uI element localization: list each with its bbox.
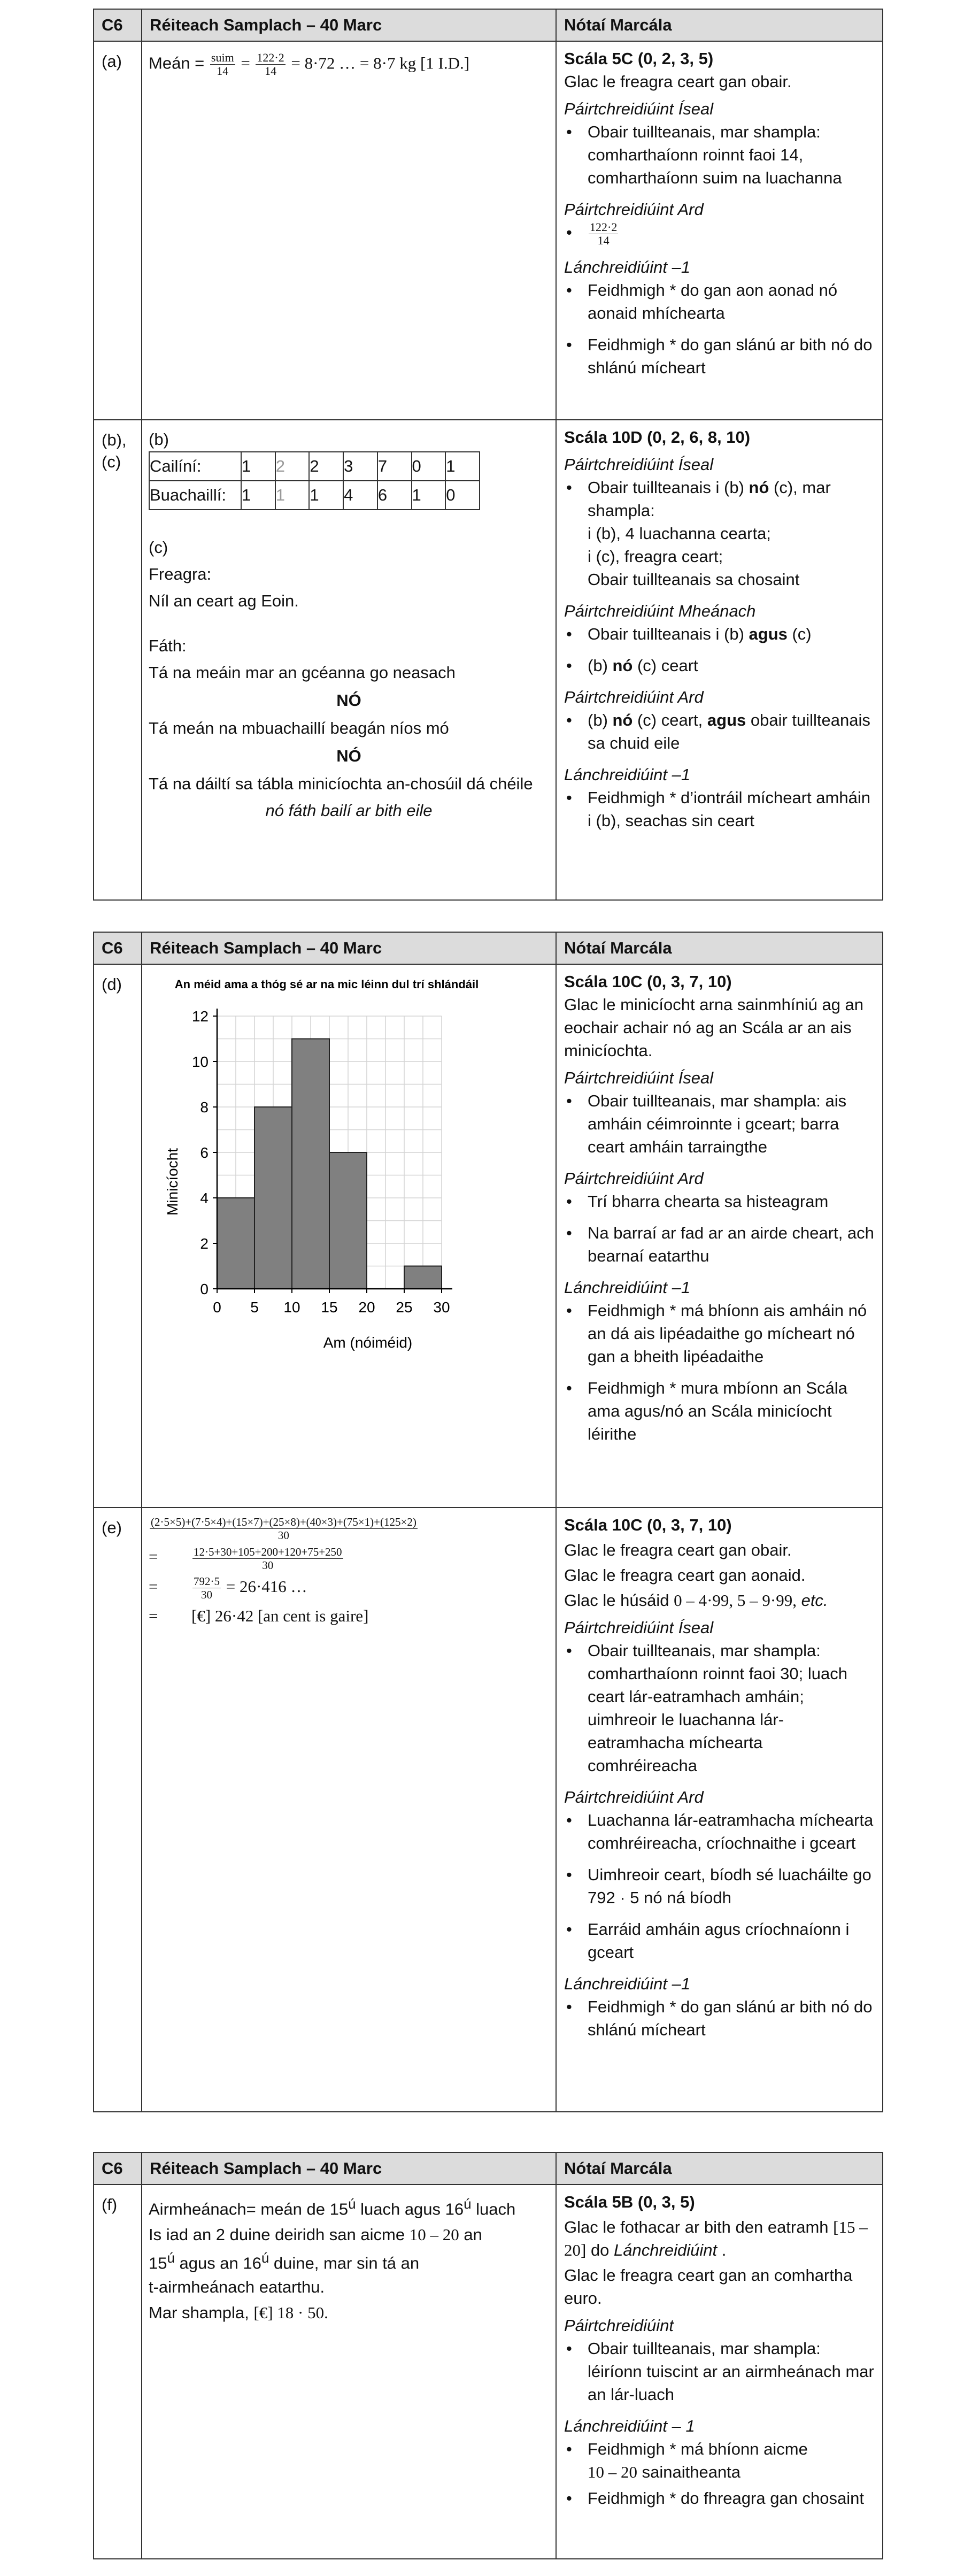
scale-d: Scála 10C (0, 3, 7, 10) [564, 972, 732, 991]
x-tick-label: 0 [213, 1299, 221, 1316]
cell: 1 [275, 481, 310, 510]
txt: obair tuillteanais sa chuid eile [588, 711, 870, 752]
frac-122 [256, 51, 285, 78]
frac-suim [210, 51, 235, 78]
scale-a: Scála 5C (0, 2, 3, 5) [564, 49, 714, 68]
notes-bc [556, 420, 883, 900]
txt-math: [15 – 20] [564, 2218, 868, 2259]
full-credit-heading: Lánchreidiúint –1 [564, 765, 691, 784]
list-item: • Feidhmigh * d’iontráil mícheart amháin i (b), seachas sin ceart [588, 786, 875, 832]
high-credit-heading: Páirtchreidiúint Ard [564, 1788, 704, 1806]
full-credit-heading: Lánchreidiúint –1 [564, 258, 691, 276]
label-line: (b), [102, 430, 127, 449]
txt: Glac le húsáid [564, 1591, 674, 1610]
txt: Obair tuillteanais sa chosaint [588, 570, 800, 589]
answer-label: Freagra: [149, 565, 212, 583]
histogram-bar [292, 1039, 329, 1289]
frac-numerator-full [150, 1516, 418, 1542]
median-line-2 [149, 2223, 549, 2247]
frac-num: suim [211, 51, 234, 64]
table-header [94, 2152, 883, 2185]
list-item: • Uimhreoir ceart, bíodh sé luacháilte go 792 · 5 nó ná bíodh [588, 1863, 875, 1909]
mid-credit-heading: Páirtchreidiúint Mheánach [564, 602, 756, 620]
equals: = [149, 1577, 158, 1596]
list-item [588, 221, 875, 247]
txt-math: 10 – 20 [409, 2225, 459, 2244]
cell: 7 [377, 452, 412, 481]
list-item: • Luachanna lár-eatramhacha míchearta comhréireacha, críochnaithe i gceart [588, 1809, 875, 1855]
histogram-bar [217, 1198, 254, 1289]
histogram-bar [404, 1266, 442, 1289]
solution-bc [142, 420, 556, 900]
txt: luach [471, 2200, 516, 2219]
row-part-d [94, 964, 883, 1508]
final-answer: [€] 26·42 [an cent is gaire] [191, 1606, 369, 1626]
list-item: • Feidhmigh * do gan aon aonad nó aonaid mhíchearta [588, 279, 875, 325]
x-tick-label: 10 [283, 1299, 300, 1316]
txt: (c) [787, 625, 812, 643]
list-item: • Na barraí ar fad ar an airde cheart, ach bearnaí eatarthu [588, 1221, 875, 1267]
reason-label: Fáth: [149, 636, 187, 655]
notes-intro [564, 1589, 875, 1612]
txt-sup: ú [167, 2251, 175, 2266]
scale-bc: Scála 10D (0, 2, 6, 8, 10) [564, 428, 751, 447]
part-label-f: (f) [94, 2185, 142, 2559]
cell: 2 [275, 452, 310, 481]
histogram-bar [329, 1152, 367, 1289]
txt-bold: nó [749, 478, 769, 497]
txt: Is iad an 2 duine deiridh san aicme [149, 2225, 410, 2244]
mean-working [149, 1516, 549, 1628]
scale-f: Scála 5B (0, 3, 5) [564, 2193, 695, 2211]
txt-bold: agus [749, 625, 788, 643]
frac-num: 12·5+30+105+200+120+75+250 [194, 1545, 342, 1558]
header-solution: Réiteach Samplach – 40 Marc [142, 2152, 556, 2185]
header-c6: C6 [94, 9, 142, 41]
header-solution: Réiteach Samplach – 40 Marc [142, 932, 556, 964]
part-label-d: (d) [94, 964, 142, 1508]
header-solution: Réiteach Samplach – 40 Marc [142, 9, 556, 41]
header-c6: C6 [94, 932, 142, 964]
chart-bars [217, 1039, 442, 1289]
marking-table-1 [93, 9, 883, 901]
mean-word: Meán = [149, 53, 205, 73]
high-credit-heading: Páirtchreidiúint Ard [564, 1169, 704, 1188]
y-tick-label: 10 [191, 1054, 209, 1070]
list-item [588, 654, 875, 677]
notes-d [556, 964, 883, 1508]
notes-f [556, 2185, 883, 2559]
txt-math: 0 – 4·99, 5 – 9·99, [674, 1591, 797, 1610]
chart-title: An méid ama a thóg sé ar na mic léinn dul trí shlándáil [174, 978, 479, 991]
frac-den: 14 [265, 64, 277, 78]
txt: Obair tuillteanais i (b) [588, 625, 749, 643]
median-line-4: t-airmheánach eatarthu. [149, 2277, 325, 2296]
frequency-table [149, 451, 480, 510]
answer-text: Níl an ceart ag Eoin. [149, 591, 299, 610]
solution-a [142, 41, 556, 420]
txt-bold: agus [707, 711, 746, 729]
marking-table-3 [93, 2152, 883, 2559]
list-item: • Feidhmigh * mura mbíonn an Scála ama agus/nó an Scála minicíocht léirithe [588, 1377, 875, 1445]
txt-math: [€] 18 · 50. [253, 2303, 328, 2322]
txt: an [459, 2225, 482, 2244]
notes-intro [564, 2216, 875, 2262]
full-credit-heading: Lánchreidiúint –1 [564, 1278, 691, 1297]
list-item: • Obair tuillteanais, mar shampla: comharthaíonn roinnt faoi 14, comharthaíonn suim na luachanna [588, 120, 875, 189]
list-item: • Earráid amháin agus críochnaíonn i gceart [588, 1918, 875, 1964]
full-credit-heading: Lánchreidiúint – 1 [564, 2417, 695, 2435]
cell: 1 [412, 481, 446, 510]
cell: 0 [412, 452, 446, 481]
txt: Glac le fothacar ar bith den eatramh [564, 2218, 834, 2236]
frac-den: 30 [262, 1558, 274, 1572]
list-item: • Feidhmigh * do gan slánú ar bith nó do shlánú mícheart [588, 1995, 875, 2041]
txt: (c) ceart, [632, 711, 707, 729]
txt: do [586, 2241, 614, 2259]
list-item [588, 622, 875, 645]
high-credit-heading: Páirtchreidiúint Ard [564, 688, 704, 706]
txt: Airmheánach= meán de 15 [149, 2200, 349, 2219]
median-line-5 [149, 2301, 549, 2325]
header-notes: Nótaí Marcála [556, 2152, 883, 2185]
list-item: • Feidhmigh * má bhíonn ais amháin nó an dá ais lipéadaithe go mícheart nó gan a bheith lipéadaithe [588, 1299, 875, 1368]
txt-math: 10 – 20 [588, 2463, 637, 2481]
c-label: (c) [149, 538, 168, 557]
mean-formula: Meán = $\frac{\text{suim}}{14}$ = $\frac{122\cdot 2}{14}$ = 8·72 … = 8·7 kg [1 I.D.] [149, 51, 470, 78]
frac-total [192, 1575, 221, 1601]
notes-e [556, 1508, 883, 2112]
cell: 2 [309, 452, 343, 481]
cell: 4 [343, 481, 377, 510]
cell: 1 [241, 452, 275, 481]
cell: 6 [377, 481, 412, 510]
reason-1: Tá na meáin mar an gcéanna go neasach [149, 663, 456, 682]
frac-den: 30 [277, 1529, 289, 1542]
or-2: NÓ [336, 747, 361, 765]
y-tick-label: 4 [200, 1190, 209, 1206]
low-credit-heading: Páirtchreidiúint Íseal [564, 1618, 714, 1637]
boys-row [149, 481, 480, 510]
list-item: • Obair tuillteanais, mar shampla: ais amháin céimroinnte i gceart; barra ceart amháin tarraingthe [588, 1089, 875, 1158]
median-line-1 [149, 2193, 549, 2221]
y-tick-label: 8 [200, 1099, 209, 1116]
row-part-bc [94, 420, 883, 900]
notes-intro: Glac le freagra ceart gan obair. [564, 1541, 792, 1559]
txt: (b) [588, 656, 613, 675]
low-credit-heading: Páirtchreidiúint [564, 2316, 674, 2335]
reason-2: Tá meán na mbuachaillí beagán níos mó [149, 719, 449, 737]
header-notes: Nótaí Marcála [556, 932, 883, 964]
notes-intro: Glac le freagra ceart gan aonaid. [564, 1566, 806, 1585]
list-item: • Feidhmigh * do fhreagra gan chosaint [588, 2487, 875, 2510]
row-part-e [94, 1508, 883, 2112]
notes-intro: Glac le freagra ceart gan an comhartha euro. [564, 2266, 853, 2308]
list-item: • Obair tuillteanais, mar shampla: comharthaíonn roinnt faoi 30; luach ceart lár-eatramhach amháin; uimhreoir le luachanna lár-eatramhacha míchearta comhréireacha [588, 1639, 875, 1777]
txt: luach agus 16 [356, 2200, 464, 2219]
equals: = [149, 1606, 158, 1626]
txt: agus an 16 [174, 2254, 261, 2273]
frac-den: 30 [201, 1588, 212, 1602]
txt-italic: Lánchreidiúint [614, 2241, 718, 2259]
txt: (b) [588, 711, 613, 729]
txt: Obair tuillteanais i (b) [588, 478, 749, 497]
txt-sup: ú [348, 2197, 356, 2212]
notes-intro: Glac le freagra ceart gan obair. [564, 72, 792, 91]
result: = 26·416 … [226, 1577, 307, 1596]
solution-d [142, 964, 556, 1508]
b-label: (b) [149, 430, 169, 449]
median-line-3 [149, 2247, 549, 2275]
txt-italic: etc. [796, 1591, 828, 1610]
x-tick-label: 15 [321, 1299, 338, 1316]
marking-table-2 [93, 932, 883, 2112]
boys-label: Buachaillí: [149, 481, 241, 510]
txt-bold: nó [612, 711, 633, 729]
frac-sum [192, 1545, 343, 1572]
low-credit-heading: Páirtchreidiúint Íseal [564, 1068, 714, 1087]
header-notes: Nótaí Marcála [556, 9, 883, 41]
table-header [94, 9, 883, 41]
list-item: • Obair tuillteanais, mar shampla: léiríonn tuiscint ar an airmheánach mar an lár-luach [588, 2337, 875, 2406]
list-item [588, 709, 875, 755]
y-tick-label: 0 [200, 1281, 209, 1297]
girls-row [149, 452, 480, 481]
x-axis-label: Am (nóiméid) [323, 1334, 413, 1351]
txt: (c) ceart [632, 656, 698, 675]
solution-f [142, 2185, 556, 2559]
part-label-bc [94, 420, 142, 900]
txt: Feidhmigh * má bhíonn aicme [588, 2440, 808, 2458]
x-tick-label: 20 [358, 1299, 375, 1316]
histogram-chart [142, 968, 557, 1374]
part-label-a: (a) [94, 41, 142, 420]
txt-sup: ú [261, 2251, 269, 2266]
list-item: • Feidhmigh * do gan slánú ar bith nó do shlánú mícheart [588, 333, 875, 379]
txt-bold: nó [612, 656, 633, 675]
cell: 3 [343, 452, 377, 481]
equals: = [149, 1547, 158, 1566]
txt: . [717, 2241, 727, 2259]
txt: i (c), freagra ceart; [588, 547, 723, 566]
list-item [588, 476, 875, 591]
cell: 0 [445, 481, 480, 510]
low-credit-heading: Páirtchreidiúint Íseal [564, 99, 714, 118]
txt: duine, mar sin tá an [269, 2254, 420, 2273]
or-1: NÓ [336, 691, 361, 710]
y-tick-label: 6 [200, 1144, 209, 1161]
notes-intro: Glac le minicíocht arna sainmhíniú ag an eochair achair nó ag an Scála ar an ais minicíochta. [564, 995, 864, 1060]
list-item [588, 2437, 875, 2483]
histogram-bar [254, 1107, 292, 1289]
frac-den: 14 [597, 234, 610, 247]
x-tick-label: 30 [433, 1299, 450, 1316]
label-line: (c) [102, 452, 121, 471]
other-reason: nó fáth bailí ar bith eile [265, 801, 433, 820]
reason-3: Tá na dáiltí sa tábla minicíochta an-chosúil dá chéile [149, 774, 533, 793]
txt: 15 [149, 2254, 167, 2273]
y-tick-label: 2 [200, 1235, 209, 1252]
frac-num: • 122·2 [590, 220, 618, 234]
header-c6: C6 [94, 2152, 142, 2185]
x-tick-label: 25 [396, 1299, 413, 1316]
girls-label: Cailíní: [149, 452, 241, 481]
cell: 1 [445, 452, 480, 481]
row-part-f [94, 2185, 883, 2559]
frac-num: 122·2 [257, 51, 284, 64]
high-credit-heading: Páirtchreidiúint Ard [564, 200, 704, 219]
frac-num: 792·5 [194, 1575, 220, 1588]
txt: Mar shampla, [149, 2303, 254, 2322]
cell: 1 [241, 481, 275, 510]
txt-sup: ú [464, 2197, 472, 2212]
scale-e: Scála 10C (0, 3, 7, 10) [564, 1516, 732, 1534]
notes-a [556, 41, 883, 420]
txt: (c), mar shampla: [588, 478, 831, 520]
low-credit-heading: Páirtchreidiúint Íseal [564, 455, 714, 474]
table-header [94, 932, 883, 964]
txt: i (b), 4 luachanna cearta; [588, 524, 771, 543]
row-part-a [94, 41, 883, 420]
full-credit-heading: Lánchreidiúint –1 [564, 1974, 691, 1993]
frac-den: 14 [217, 64, 229, 78]
cell: 1 [309, 481, 343, 510]
list-item: • Trí bharra chearta sa histeagram [588, 1190, 875, 1213]
y-axis-label: Minicíocht [164, 1148, 181, 1216]
txt: sainaitheanta [637, 2463, 741, 2481]
part-label-e: (e) [94, 1508, 142, 2112]
x-tick-label: 5 [250, 1299, 259, 1316]
y-tick-label: 12 [191, 1008, 209, 1025]
solution-e [142, 1508, 556, 2112]
frac-num: (2·5×5)+(7·5×4)+(15×7)+(25×8)+(40×3)+(75×1)+(125×2) [151, 1516, 416, 1529]
mean-result: = 8·72 … = 8·7 kg [1 I.D.] [291, 53, 470, 73]
